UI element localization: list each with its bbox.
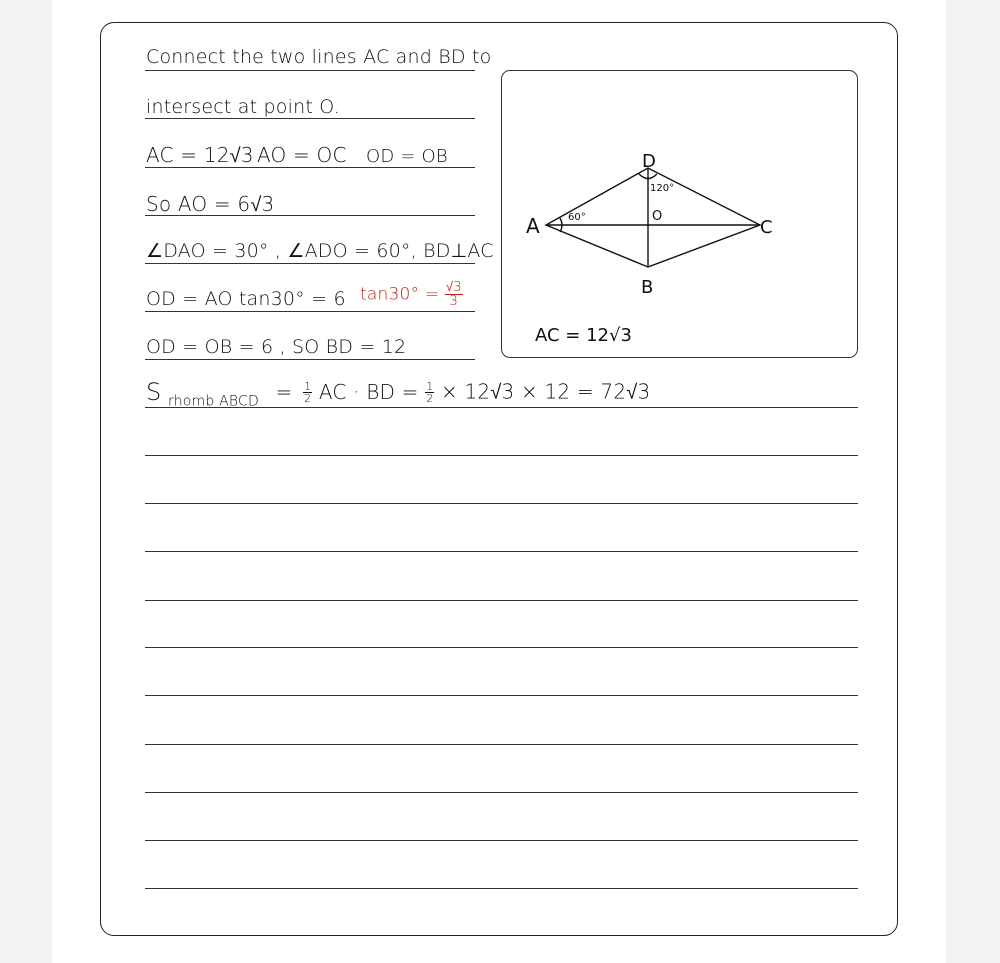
- tan30-note: [360, 281, 463, 308]
- figure-caption: AC = 12√3: [535, 325, 632, 346]
- vertex-label-a: A: [526, 214, 540, 238]
- solution-line-6a: OD = AO tan30° = 6: [146, 288, 346, 310]
- equals-sign: =: [275, 380, 293, 404]
- rule-line: [145, 455, 858, 456]
- solution-line-3a: AC = 12√3: [146, 143, 254, 167]
- rhombus-diagram: [502, 71, 859, 359]
- vertex-label-d: D: [642, 151, 656, 172]
- rhombus-figure-box: [501, 70, 858, 358]
- fraction-numerator: √3: [445, 280, 462, 295]
- solution-line-2: intersect at point O.: [146, 96, 340, 118]
- area-formula-result: × 12√3 × 12 = 72√3: [440, 379, 651, 404]
- one-half-fraction: [425, 381, 434, 404]
- rule-line: [145, 503, 858, 504]
- solution-line-3b: AO = OC: [257, 143, 347, 167]
- rule-line: [145, 840, 858, 841]
- tan30-note-label: tan30° =: [360, 284, 440, 305]
- solution-line-3c: OD = OB: [366, 146, 448, 167]
- rule-line: [145, 70, 475, 71]
- solution-line-4: So AO = 6√3: [146, 192, 275, 216]
- solution-line-7: OD = OB = 6 , SO BD = 12: [146, 336, 407, 358]
- fraction-numerator: 1: [304, 379, 312, 393]
- rule-line: [145, 551, 858, 552]
- rule-line: [145, 359, 475, 360]
- rule-line: [145, 744, 858, 745]
- fraction-denominator: 2: [426, 391, 434, 405]
- rule-line: [145, 600, 858, 601]
- vertex-label-b: B: [641, 277, 654, 298]
- rule-line: [145, 311, 475, 312]
- fraction-denominator: 2: [304, 391, 312, 405]
- solution-line-1: Connect the two lines AC and BD to: [146, 46, 492, 68]
- fraction-numerator: 1: [426, 379, 434, 393]
- rule-line: [145, 792, 858, 793]
- root3-over-3-fraction: [445, 281, 463, 308]
- angle-label-a: 60°: [568, 212, 586, 223]
- angle-label-d: 120°: [650, 183, 675, 194]
- fraction-denominator: 3: [449, 294, 458, 309]
- rule-line: [145, 888, 858, 889]
- rule-line: [145, 118, 475, 119]
- one-half-fraction: [303, 381, 312, 404]
- rule-line: [145, 263, 475, 264]
- area-subscript: rhomb ABCD: [168, 393, 259, 410]
- area-formula-middle: AC · BD =: [318, 380, 419, 404]
- area-symbol: S: [146, 378, 162, 406]
- rule-line: [145, 647, 858, 648]
- rule-line: [145, 695, 858, 696]
- area-formula: [146, 378, 650, 410]
- vertex-label-c: C: [760, 217, 773, 238]
- solution-line-5: ∠DAO = 30° , ∠ADO = 60°, BD⊥AC: [146, 240, 494, 262]
- center-label-o: O: [652, 209, 663, 224]
